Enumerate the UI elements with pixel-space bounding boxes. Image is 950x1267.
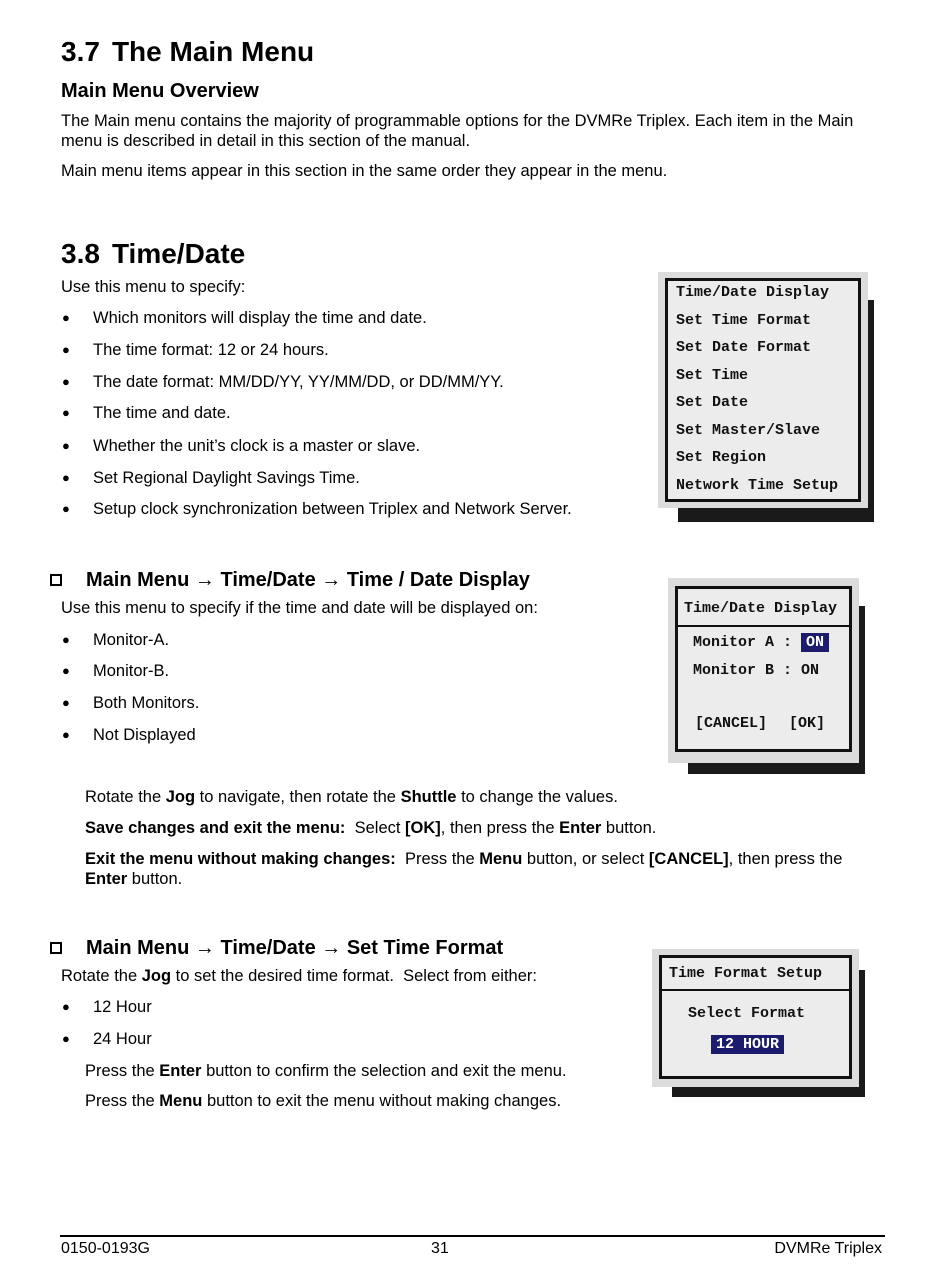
time-date-menu-screen [658, 272, 874, 522]
set-time-format-heading: Main Menu → Time/Date → Set Time Format [50, 937, 503, 960]
list-item: ● Whether the unit’s clock is a master or slave. [62, 437, 421, 455]
bullet-icon: ● [62, 405, 70, 420]
bullet-icon: ● [62, 310, 70, 325]
monitor-a-value: ON [801, 633, 829, 652]
arrow-right-icon: → [321, 937, 342, 959]
menu-item-network-time-setup: Network Time Setup [676, 477, 839, 494]
arrow-right-icon: → [194, 937, 215, 959]
rotate-instruction: Rotate the Jog to navigate, then rotate the Shuttle to change the values. [85, 788, 618, 806]
list-item: ● 12 Hour [62, 998, 152, 1016]
menu-item-set-time: Set Time [676, 367, 749, 384]
bullet-icon: ● [62, 470, 70, 485]
section-number: 3.7 [61, 36, 100, 67]
bullet-icon: ● [62, 632, 70, 647]
bullet-icon: ● [62, 727, 70, 742]
bullet-icon: ● [62, 501, 70, 516]
time-date-intro: Use this menu to specify: [61, 278, 246, 296]
footer-divider [60, 1235, 885, 1237]
time-date-display-screen [668, 578, 866, 776]
ok-option: [OK] [789, 715, 826, 732]
monitor-b-row: Monitor B : ON [693, 662, 820, 679]
bullet-icon: ● [62, 999, 70, 1014]
bullet-icon: ● [62, 1031, 70, 1046]
exit-menu-instruction: Press the Menu button to exit the menu without making changes. [85, 1092, 562, 1110]
main-menu-overview-heading: Main Menu Overview [61, 80, 259, 102]
list-item: ● The date format: MM/DD/YY, YY/MM/DD, or DD/MM/YY. [62, 373, 504, 391]
bullet-icon: ● [62, 342, 70, 357]
monitor-a-row: Monitor A : ON [693, 634, 829, 651]
list-item: ● The time and date. [62, 404, 231, 422]
footer-page-number: 31 [431, 1240, 449, 1257]
list-item: ● Monitor-B. [62, 662, 170, 680]
save-instruction: Save changes and exit the menu: Select [OK], then press the Enter button. [85, 819, 657, 837]
monitor-b-value: ON [801, 662, 820, 679]
arrow-right-icon: → [321, 569, 342, 591]
list-item: ● Not Displayed [62, 726, 196, 744]
section-number: 3.8 [61, 238, 100, 269]
bullet-icon: ● [62, 374, 70, 389]
list-item: ● The time format: 12 or 24 hours. [62, 341, 329, 359]
menu-item-time-date-display: Time/Date Display [676, 284, 830, 301]
overview-paragraph-2: Main menu items appear in this section in the same order they appear in the menu. [61, 162, 668, 180]
time-format-setup-screen [652, 949, 866, 1098]
list-item: ● Monitor-A. [62, 631, 170, 649]
menu-item-set-date-format: Set Date Format [676, 339, 812, 356]
bullet-icon: ● [62, 695, 70, 710]
bullet-icon: ● [62, 438, 70, 453]
section-title: The Main Menu [111, 36, 315, 67]
list-item: ● Both Monitors. [62, 694, 200, 712]
display-box-title: Time/Date Display [684, 600, 838, 617]
checkbox-icon [50, 942, 62, 954]
footer-doc-number: 0150-0193G [61, 1240, 150, 1257]
exit-instruction: Exit the menu without making changes: Press the Menu button, or select [CANCEL], then press the Enter button. [85, 850, 843, 888]
bullet-icon: ● [62, 663, 70, 678]
footer-product: DVMRe Triplex [774, 1240, 882, 1257]
section-3-7-heading [61, 36, 314, 68]
list-item: ● Set Regional Daylight Savings Time. [62, 469, 360, 487]
menu-item-set-region: Set Region [676, 449, 767, 466]
arrow-right-icon: → [194, 569, 215, 591]
menu-item-set-date: Set Date [676, 394, 749, 411]
time-format-value: 12 HOUR [711, 1036, 784, 1053]
display-intro: Use this menu to specify if the time and date will be displayed on: [61, 599, 538, 617]
section-title: Time/Date [111, 238, 246, 269]
confirm-instruction: Press the Enter button to confirm the selection and exit the menu. [85, 1062, 567, 1080]
menu-item-set-time-format: Set Time Format [676, 312, 812, 329]
overview-paragraph-1: The Main menu contains the majority of programmable options for the DVMRe Triplex. Each item in the Main menu is described in detail in this section of the manual. [61, 112, 854, 150]
checkbox-icon [50, 574, 62, 586]
list-item: ● 24 Hour [62, 1030, 152, 1048]
section-3-8-heading [61, 238, 245, 270]
list-item: ● Setup clock synchronization between Triplex and Network Server. [62, 500, 572, 518]
time-format-intro: Rotate the Jog to set the desired time format. Select from either: [61, 967, 537, 985]
menu-item-set-master-slave: Set Master/Slave [676, 422, 821, 439]
list-item: ● Which monitors will display the time and date. [62, 309, 427, 327]
select-format-label: Select Format [688, 1005, 806, 1022]
time-format-box-title: Time Format Setup [669, 965, 823, 982]
cancel-option: [CANCEL] [695, 715, 768, 732]
time-date-display-heading: Main Menu → Time/Date → Time / Date Display [50, 569, 530, 592]
